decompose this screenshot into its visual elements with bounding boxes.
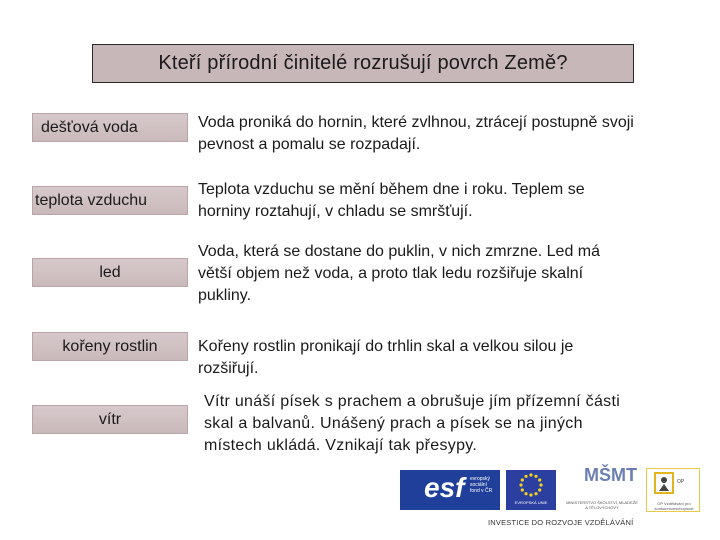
- label-ice: [32, 258, 188, 287]
- label-text: dešťová voda: [41, 118, 138, 136]
- label-temperature: [32, 186, 188, 215]
- description-line: pevnost a pomalu se rozpadají.: [198, 136, 421, 153]
- label-rain: [32, 113, 188, 142]
- eu-stars-icon: [506, 470, 556, 500]
- description-line: větší objem než voda, a proto tlak ledu rozšiřuje skalní: [198, 265, 584, 282]
- msmt-caption: MINISTERSTVO ŠKOLSTVÍ, MLÁDEŽE A TĚLOVÝCHOVY: [566, 500, 638, 510]
- msmt-mark: MŠMT: [584, 465, 637, 485]
- description-temperature: [198, 179, 678, 223]
- description-rain: [198, 112, 678, 156]
- description-ice: [198, 241, 678, 307]
- label-text: vítr: [98, 410, 122, 428]
- eu-caption: EVROPSKÁ UNIE: [514, 500, 548, 505]
- description-line: pukliny.: [198, 287, 252, 304]
- esf-tagline: evropský sociální fond v ČR: [470, 476, 493, 494]
- description-line: místech ukládá. Vznikají tak přesypy.: [204, 437, 478, 454]
- msmt-logo: [566, 466, 638, 512]
- label-roots: [32, 332, 188, 361]
- svg-text:OP: OP: [677, 479, 685, 485]
- label-text: kořeny rostlin: [62, 337, 158, 355]
- description-wind: [204, 391, 684, 457]
- opvk-caption: OP Vzdělávání pro konkurenceschopnost: [654, 501, 694, 511]
- eu-flag-logo: [506, 470, 556, 510]
- esf-logo: [400, 470, 500, 510]
- esf-letters: esf: [424, 472, 465, 503]
- label-text: led: [99, 263, 121, 281]
- page-title-text: Kteří přírodní činitelé rozrušují povrch Země?: [158, 52, 568, 74]
- description-roots: [198, 336, 678, 380]
- description-line: skal a balvanů. Unášený prach a písek se na jiných: [204, 415, 583, 432]
- description-line: Kořeny rostlin pronikají do trhlin skal a velkou silou je: [198, 338, 574, 355]
- investment-footer: INVESTICE DO ROZVOJE VZDĚLÁVÁNÍ: [488, 518, 634, 527]
- description-line: Voda proniká do hornin, které zvlhnou, ztrácejí postupně svoji: [198, 114, 634, 131]
- label-wind: [32, 405, 188, 434]
- opvk-logo: [646, 468, 700, 512]
- opvk-figure-icon: [647, 469, 699, 499]
- description-line: rozšiřují.: [198, 360, 259, 377]
- description-line: Voda, která se dostane do puklin, v nich zmrzne. Led má: [198, 243, 601, 260]
- sponsor-logos: [400, 462, 710, 540]
- page-title: [92, 44, 634, 83]
- description-line: Teplota vzduchu se mění během dne i roku. Teplem se: [198, 181, 585, 198]
- description-line: Vítr unáší písek s prachem a obrušuje jím přízemní části: [204, 393, 621, 410]
- label-text: teplota vzduchu: [35, 191, 148, 209]
- description-line: horniny roztahují, v chladu se smršťují.: [198, 203, 473, 220]
